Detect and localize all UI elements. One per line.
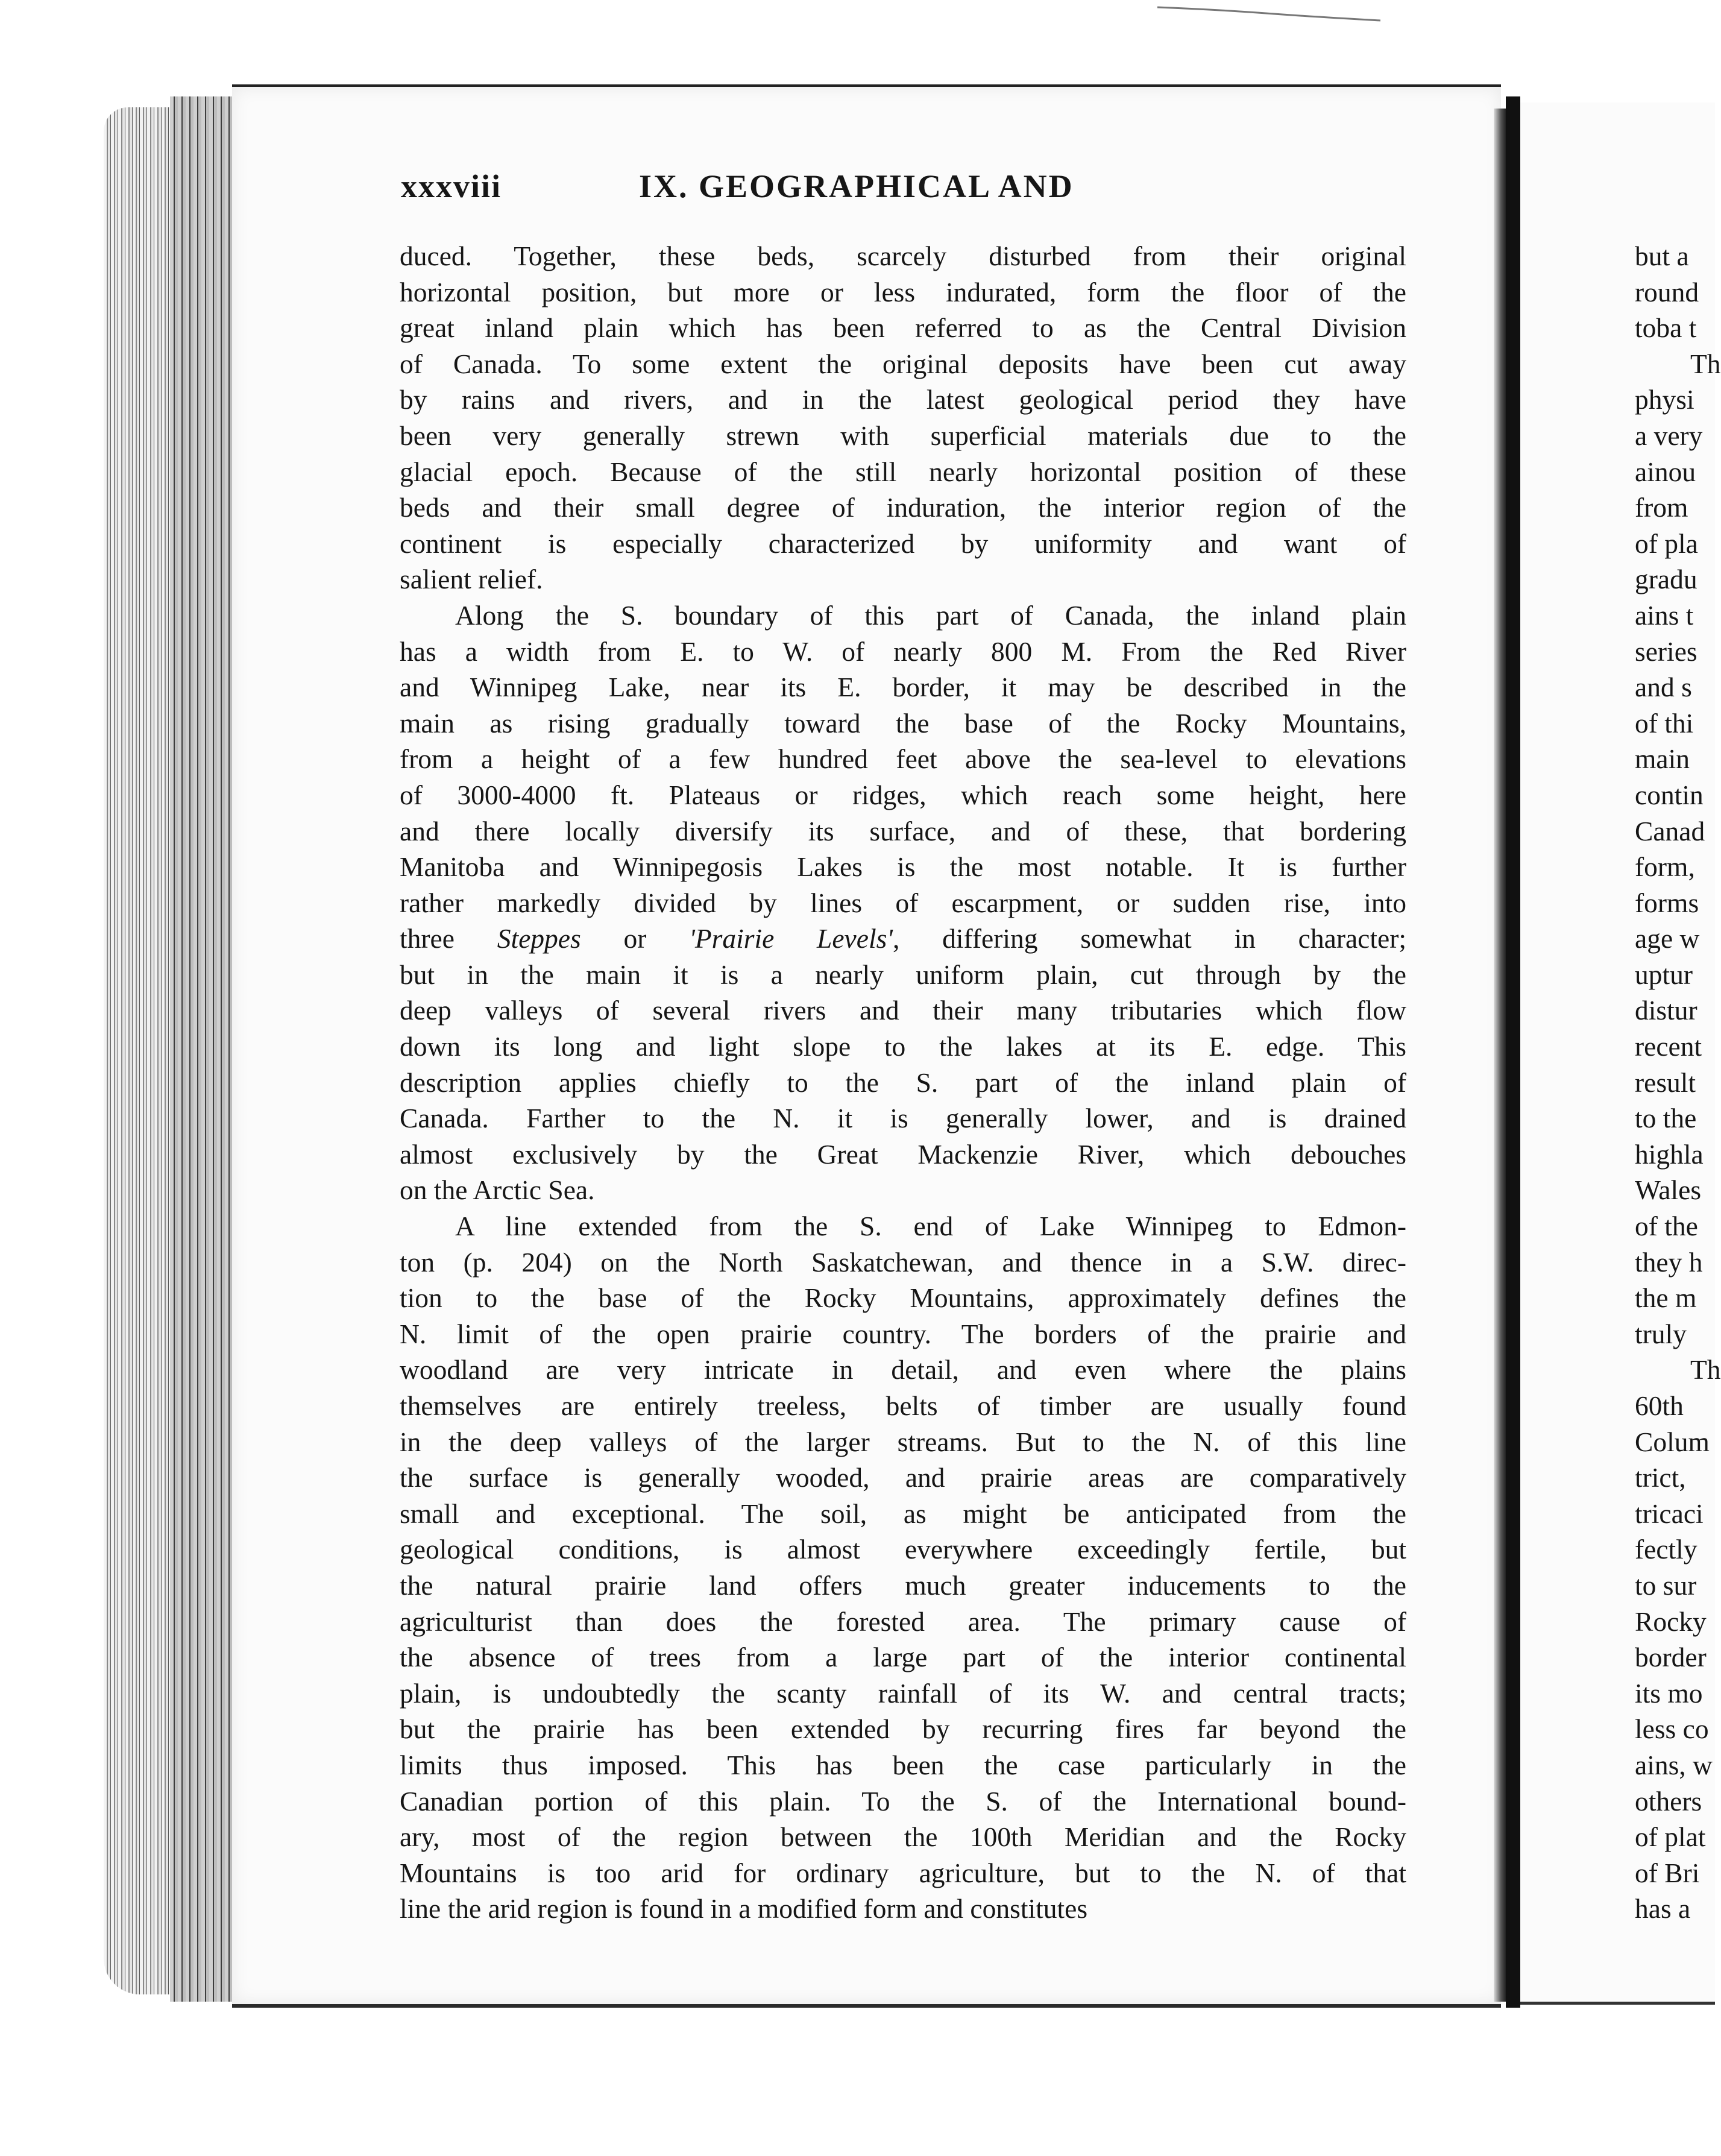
right-page-line: they h <box>1635 1246 1703 1278</box>
right-page-line: but a <box>1635 241 1689 271</box>
text-line: almost exclusively by the Great Mackenzie River, which debouches <box>400 1138 1406 1170</box>
paragraph <box>400 597 1406 1208</box>
text-line: rather markedly divided by lines of escarpment, or sudden rise, into <box>400 887 1406 918</box>
right-page-line: result <box>1635 1067 1696 1098</box>
right-page-line: a very <box>1635 420 1703 451</box>
right-page-line: 60th <box>1635 1390 1684 1421</box>
right-page-line: gradu <box>1635 564 1697 595</box>
text-line: limits thus imposed. This has been the case particularly in the <box>400 1749 1406 1780</box>
text-line: and there locally diversify its surface, and of these, that bordering <box>400 815 1406 846</box>
right-page-line: contin <box>1635 779 1704 810</box>
text-line: down its long and light slope to the lakes at its E. edge. This <box>400 1031 1406 1062</box>
right-page-line: of Bri <box>1635 1857 1700 1888</box>
text-line: small and exceptional. The soil, as might be anticipated from the <box>400 1498 1406 1529</box>
right-page-line: highla <box>1635 1138 1704 1170</box>
text-line: geological conditions, is almost everywhere exceedingly fertile, but <box>400 1534 1406 1565</box>
right-page-line: its mo <box>1635 1677 1703 1709</box>
text-line: Mountains is too arid for ordinary agriculture, but to the N. of that <box>400 1857 1406 1888</box>
right-page-line: less co <box>1635 1713 1709 1745</box>
text-line: has a width from E. to W. of nearly 800 M. From the Red River <box>400 635 1406 667</box>
right-page-line: fectly <box>1635 1534 1697 1565</box>
right-page-line: main <box>1635 743 1690 775</box>
right-page-line: of thi <box>1635 707 1694 739</box>
right-page-line: age w <box>1635 923 1700 954</box>
right-page-line: Colum <box>1635 1426 1710 1457</box>
right-page-line: of pla <box>1635 528 1698 559</box>
right-page-line: ains t <box>1635 599 1694 631</box>
right-page-line: of plat <box>1635 1821 1706 1853</box>
text-line: woodland are very intricate in detail, and even where the plains <box>400 1354 1406 1385</box>
text-line: deep valleys of several rivers and their many tributaries which flow <box>400 995 1406 1026</box>
body-text <box>400 238 1406 1927</box>
text-line: and Winnipeg Lake, near its E. border, it may be described in the <box>400 672 1406 703</box>
right-page-line: distur <box>1635 995 1697 1026</box>
right-page-line: of the <box>1635 1211 1698 1242</box>
text-line: by rains and rivers, and in the latest geological period they have <box>400 384 1406 415</box>
right-page-line: Th <box>1690 348 1721 379</box>
text-line: been very generally strewn with superficial materials due to the <box>400 420 1406 451</box>
right-page-line: Th <box>1690 1354 1721 1385</box>
text-line: agriculturist than does the forested area. The primary cause of <box>400 1606 1406 1637</box>
right-page-line: the m <box>1635 1282 1697 1314</box>
text-line: the natural prairie land offers much greater inducements to the <box>400 1569 1406 1601</box>
text-line: Canada. Farther to the N. it is generally lower, and is drained <box>400 1103 1406 1134</box>
paragraph <box>400 1208 1406 1927</box>
text-line: description applies chiefly to the S. part of the inland plain of <box>400 1067 1406 1098</box>
text-line: great inland plain which has been referred to as the Central Division <box>400 312 1406 344</box>
text-line: in the deep valleys of the larger streams. But to the N. of this line <box>400 1426 1406 1457</box>
text-line: Manitoba and Winnipegosis Lakes is the most notable. It is further <box>400 851 1406 883</box>
text-line: three Steppes or 'Prairie Levels', differing somewhat in character; <box>400 923 1406 954</box>
right-page-line: Canad <box>1635 815 1705 846</box>
book-binding-edge <box>170 96 236 2002</box>
right-page-line: form, <box>1635 851 1695 883</box>
paragraph <box>400 238 1406 597</box>
right-page-line: forms <box>1635 887 1699 918</box>
page-number: xxxviii <box>401 168 502 204</box>
right-page-line: toba t <box>1635 312 1697 344</box>
text-line: ary, most of the region between the 100th Meridian and the Rocky <box>400 1821 1406 1853</box>
text-line: horizontal position, but more or less indurated, form the floor of the <box>400 276 1406 307</box>
text-line: tion to the base of the Rocky Mountains, approximately defines the <box>400 1282 1406 1314</box>
text-line: duced. Together, these beds, scarcely disturbed from their original <box>400 241 1406 271</box>
page-fold-shadow <box>1494 109 1506 2002</box>
right-page-line: tricaci <box>1635 1498 1704 1529</box>
right-page-line: border <box>1635 1642 1707 1673</box>
scan-artifact <box>1145 5 1386 23</box>
text-line: on the Arctic Sea. <box>400 1174 595 1206</box>
text-line: the absence of trees from a large part of the interior continental <box>400 1642 1406 1673</box>
right-page-line: to the <box>1635 1103 1697 1134</box>
right-page-line: uptur <box>1635 959 1693 990</box>
text-line: the surface is generally wooded, and prairie areas are comparatively <box>400 1462 1406 1493</box>
right-page-line: physi <box>1635 384 1694 415</box>
right-page-line: others <box>1635 1785 1702 1817</box>
right-page-line: series <box>1635 635 1697 667</box>
text-line: line the arid region is found in a modified form and constitutes <box>400 1893 1088 1924</box>
right-page-line: ainou <box>1635 456 1696 487</box>
text-line: plain, is undoubtedly the scanty rainfall of its W. and central tracts; <box>400 1677 1406 1709</box>
right-page-line: has a <box>1635 1893 1691 1924</box>
text-line: of 3000-4000 ft. Plateaus or ridges, which reach some height, here <box>400 779 1406 810</box>
text-line: N. limit of the open prairie country. The borders of the prairie and <box>400 1318 1406 1349</box>
book-gutter <box>1506 96 1520 2008</box>
text-line: but in the main it is a nearly uniform plain, cut through by the <box>400 959 1406 990</box>
text-line: ton (p. 204) on the North Saskatchewan, and thence in a S.W. direc- <box>400 1246 1406 1278</box>
right-page-line: Rocky <box>1635 1606 1707 1637</box>
running-head: IX. GEOGRAPHICAL AND <box>639 168 1074 204</box>
text-line: continent is especially characterized by uniformity and want of <box>400 528 1406 559</box>
right-page <box>1520 102 1721 2005</box>
right-page-line: round <box>1635 276 1699 307</box>
text-line: Along the S. boundary of this part of Canada, the inland plain <box>455 599 1406 631</box>
text-line: but the prairie has been extended by recurring fires far beyond the <box>400 1713 1406 1745</box>
right-page-line: trict, <box>1635 1462 1686 1493</box>
text-line: salient relief. <box>400 564 543 595</box>
text-line: glacial epoch. Because of the still nearly horizontal position of these <box>400 456 1406 487</box>
text-line: Canadian portion of this plain. To the S. of the International bound- <box>400 1785 1406 1817</box>
text-line: of Canada. To some extent the original deposits have been cut away <box>400 348 1406 379</box>
right-page-line: from <box>1635 492 1688 523</box>
right-page-line: and s <box>1635 672 1692 703</box>
right-page-line: Wales <box>1635 1174 1702 1206</box>
right-page-line: truly <box>1635 1318 1687 1349</box>
right-page-line: to sur <box>1635 1569 1697 1601</box>
text-line: A line extended from the S. end of Lake Winnipeg to Edmon- <box>455 1211 1406 1242</box>
text-line: themselves are entirely treeless, belts of timber are usually found <box>400 1390 1406 1421</box>
right-page-line: ains, w <box>1635 1749 1713 1780</box>
text-line: main as rising gradually toward the base of the Rocky Mountains, <box>400 707 1406 739</box>
text-line: beds and their small degree of induration, the interior region of the <box>400 492 1406 523</box>
text-line: from a height of a few hundred feet above the sea-level to elevations <box>400 743 1406 775</box>
right-page-line: recent <box>1635 1031 1702 1062</box>
right-page-text <box>1635 238 1721 1927</box>
